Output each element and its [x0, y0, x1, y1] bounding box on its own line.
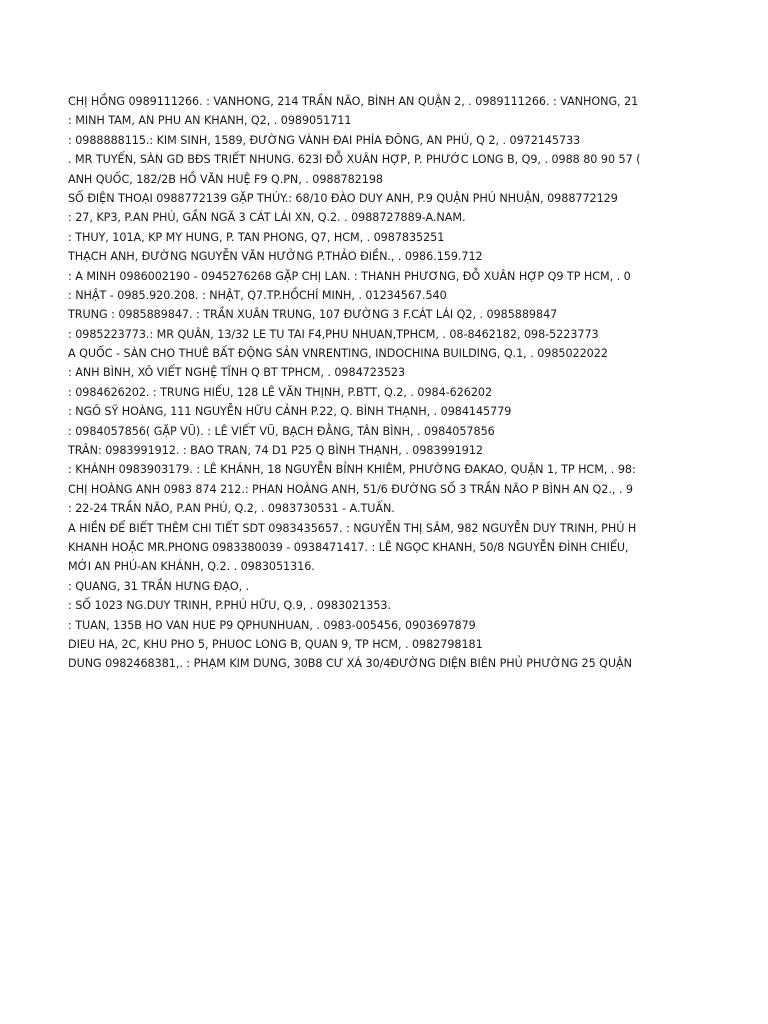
listing-line: : QUANG, 31 TRẦN HƯNG ĐẠO, .	[68, 579, 250, 593]
listing-line: : A MINH 0986002190 - 0945276268 GẶP CHỊ LAN. : THANH PHƯƠNG, ĐỖ XUÂN HỢP Q9 TP HCM, . 0	[68, 269, 631, 283]
listing-line: : 0988888115.: KIM SINH, 1589, ĐƯỜNG VÀNH ĐAI PHÍA ĐÔNG, AN PHÚ, Q 2, . 0972145733	[68, 133, 581, 147]
listing-line: A HIỀN ĐỂ BIẾT THÊM CHI TIẾT SDT 0983435657. : NGUYỄN THỊ SÂM, 982 NGUYỄN DUY TRINH, PHÚ H	[68, 521, 637, 535]
listing-line: MỚI AN PHÚ-AN KHÁNH, Q.2. . 0983051316.	[68, 560, 315, 574]
listing-line: CHỊ HỒNG 0989111266. : VANHONG, 214 TRẦN NÃO, BÌNH AN QUẬN 2, . 0989111266. : VANHONG, 21	[68, 95, 639, 108]
listing-line: KHANH HOẶC MR.PHONG 0983380039 - 0938471417. : LÊ NGỌC KHANH, 50/8 NGUYỄN ĐÌNH CHIỂU,	[68, 540, 629, 554]
listing-line: : 22-24 TRẦN NÃO, P.AN PHÚ, Q.2, . 0983730531 - A.TUẤN.	[68, 502, 395, 516]
listing-line: THẠCH ANH, ĐƯỜNG NGUYỄN VĂN HƯỞNG P.THẢO ĐIỀN., . 0986.159.712	[68, 250, 483, 264]
listing-line: : ANH BÌNH, XÔ VIẾT NGHỆ TĨNH Q BT TPHCM, . 0984723523	[68, 366, 406, 380]
listing-line: : 27, KP3, P.AN PHÚ, GẦN NGÃ 3 CÁT LÁI XN, Q.2. . 0988727889-A.NAM.	[68, 211, 466, 225]
listing-text-block	[68, 92, 642, 682]
listing-line: TRUNG : 0985889847. : TRẦN XUÂN TRUNG, 107 ĐƯỜNG 3 F.CÁT LÁI Q2, . 0985889847	[68, 308, 558, 322]
listing-line: ANH QUỐC, 182/2B HỒ VĂN HUỆ F9 Q.PN, . 0988782198	[68, 172, 383, 186]
listing-line: : TUAN, 135B HO VAN HUE P9 QPHUNHUAN, . 0983-005456, 0903697879	[68, 618, 476, 632]
listing-line: : 0984626202. : TRUNG HIẾU, 128 LÊ VĂN THỊNH, P.BTT, Q.2, . 0984-626202	[68, 385, 493, 399]
listing-line: TRÂN: 0983991912. : BAO TRAN, 74 D1 P25 Q BÌNH THẠNH, . 0983991912	[68, 444, 483, 458]
listing-line: A QUỐC - SÀN CHO THUÊ BẤT ĐỘNG SẢN VNRENTING, INDOCHINA BUILDING, Q.1, . 0985022022	[68, 347, 608, 361]
listing-line: : KHÁNH 0983903179. : LÊ KHÁNH, 18 NGUYỄN BỈNH KHIÊM, PHƯỜNG ĐAKAO, QUẬN 1, TP HCM, . 98:	[68, 463, 636, 477]
listing-line: : NHẬT - 0985.920.208. : NHẬT, Q7.TP.HỒCHÍ MINH, . 01234567.540	[68, 288, 447, 302]
listing-line: DIEU HA, 2C, KHU PHO 5, PHUOC LONG B, QUAN 9, TP HCM, . 0982798181	[68, 637, 483, 651]
listing-line: : 0985223773.: MR QUÂN, 13/32 LE TU TAI F4,PHU NHUAN,TPHCM, . 08-8462182, 098-5223773	[68, 327, 599, 341]
listing-line: SỐ ĐIỆN THOẠI 0988772139 GẶP THÚY.: 68/10 ĐÀO DUY ANH, P.9 QUẬN PHÚ NHUẬN, 0988772129	[68, 191, 618, 205]
listing-line: : THUY, 101A, KP MY HUNG, P. TAN PHONG, Q7, HCM, . 0987835251	[68, 230, 445, 244]
listing-line: : 0984057856( GẶP VŨ). : LÊ VIẾT VŨ, BẠCH ĐẰNG, TÂN BÌNH, . 0984057856	[68, 424, 495, 438]
listing-line: CHỊ HOÀNG ANH 0983 874 212.: PHAN HOÀNG ANH, 51/6 ĐƯỜNG SỐ 3 TRẦN NÃO P BÌNH AN Q2., . 9	[68, 482, 633, 496]
listing-line: DUNG 0982468381,. : PHẠM KIM DUNG, 30B8 CƯ XÁ 30/4ĐƯỜNG DIỆN BIÊN PHỦ PHƯỜNG 25 QUẬN	[68, 657, 632, 671]
listing-line: : SỐ 1023 NG.DUY TRINH, P.PHÚ HỮU, Q.9, . 0983021353.	[68, 599, 391, 613]
listing-line: . MR TUYẾN, SÀN GD BĐS TRIẾT NHUNG. 623l ĐỖ XUÂN HỢP, P. PHƯỚC LONG B, Q9, . 0988 80 90 57 (	[68, 153, 641, 167]
listing-line: : NGÔ SỸ HOÀNG, 111 NGUYỄN HỮU CẢNH P.22, Q. BÌNH THẠNH, . 0984145779	[68, 405, 512, 419]
listing-line: : MINH TAM, AN PHU AN KHANH, Q2, . 0989051711	[68, 114, 352, 128]
